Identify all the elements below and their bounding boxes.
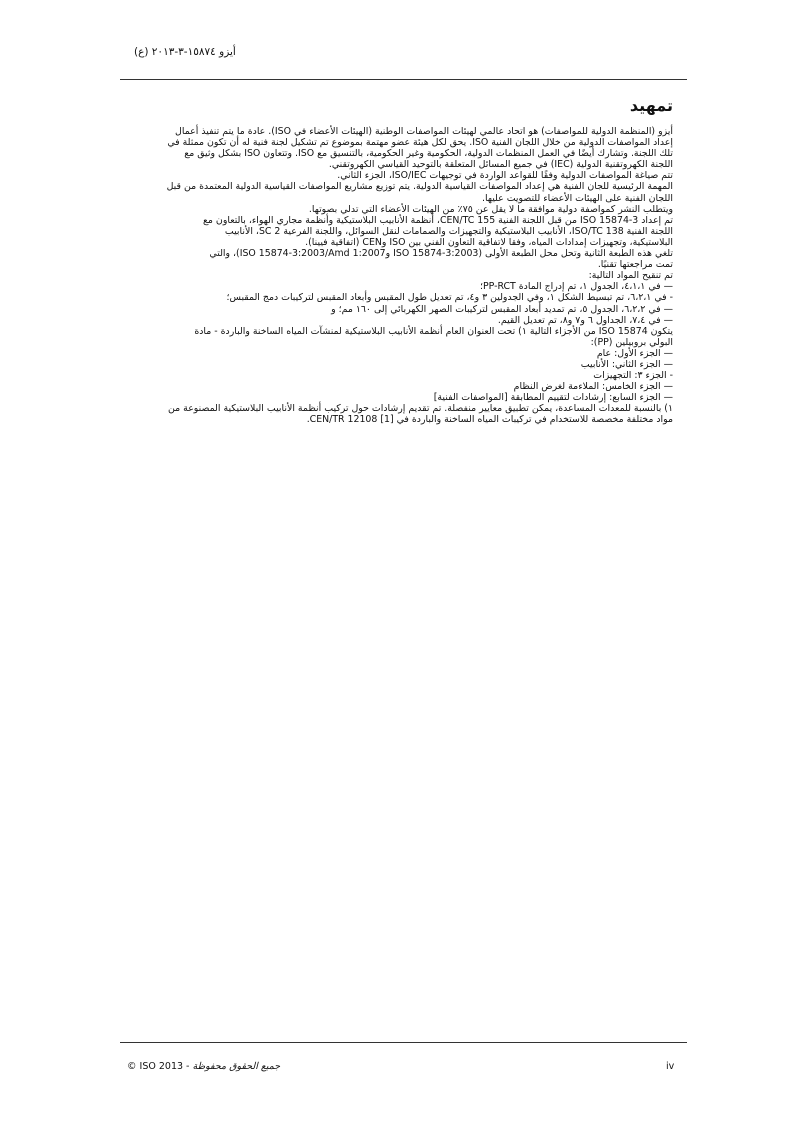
list-item: — الجزء الخامس: الملاءمة لغرض النظام xyxy=(513,381,673,393)
text-line: اللجنة الفنية ISO/TC 138، الأنابيب البلاستيكية والتجهيزات والصمامات لنقل السوائل، واللجنة الفرعية SC 2، الأنابيب xyxy=(224,225,673,237)
footnote-line: ١) بالنسبة للمعدات المساعدة، يمكن تطبيق معايير منفصلة. تم تقديم إرشادات حول تركيب أنظمة الأنابيب البلاستيكية المصنوعة من xyxy=(168,403,673,415)
footer-separator: - xyxy=(183,1061,193,1072)
list-item: — في ٧،٤، الجداول ٦ و٧ و٨، تم تعديل القيم. xyxy=(497,314,673,326)
copyright-notice: © ISO 2013 xyxy=(127,1061,184,1072)
text-line: تلغي هذه الطبعة الثانية وتحل محل الطبعة الأولى (ISO 15874-3:2003 وISO 15874-3:2003/Amd 1:2007)، والتي xyxy=(209,248,673,260)
list-item: — في ٦،٢،٢، الجدول ٥، تم تمديد أبعاد المقبس لتركيبات الصهر الكهربائي إلى ١٦٠ مم؛ و xyxy=(331,303,673,315)
rights-reserved: جميع الحقوق محفوظة xyxy=(192,1061,281,1072)
text-line: المهمة الرئيسية للجان الفنية هي إعداد المواصفات القياسية الدولية. يتم توزيع مشاريع المواصفات القياسية الدولية المعتمدة من قبل xyxy=(166,181,673,193)
document-id: أيزو ١٥٨٧٤-٣-٢٠١٣ (ع) xyxy=(134,46,236,58)
list-item: — الجزء السابع: إرشادات لتقييم المطابقة [المواصفات الفنية] xyxy=(433,392,673,404)
text-line: ويتطلب النشر كمواصفة دولية موافقة ما لا يقل عن ٧٥٪ من الهيئات الأعضاء التي تدلي بصوتها. xyxy=(308,203,673,215)
list-item: - الجزء ٣: التجهيزات xyxy=(593,370,673,382)
footer-divider xyxy=(120,1042,687,1043)
section-title: تمهيد xyxy=(629,96,673,115)
text-line: تلك اللجنة. وتشارك أيضًا في العمل المنظمات الدولية، الحكومية وغير الحكومية، بالتنسيق مع ISO. وتتعاون ISO بشكل وثيق مع xyxy=(184,148,673,160)
text-line: اللجان الفنية على الهيئات الأعضاء للتصويت عليها. xyxy=(482,192,673,204)
footnote-line: مواد مختلفة مخصصة للاستخدام في تركيبات المياه الساخنة والباردة في CEN/TR 12108 [1]. xyxy=(306,414,673,426)
foreword-text xyxy=(108,126,673,426)
text-line: البولي بروبيلين (PP): xyxy=(590,336,673,348)
text-line: إعداد المواصفات الدولية من خلال اللجان الفنية ISO. يحق لكل هيئة عضو مهتمة بموضوع تم تشكيل لجنة فنية له أن تكون ممثلة في xyxy=(167,137,673,149)
list-item: — في ٤،١،١، الجدول ١، تم إدراج المادة PP-RCT؛ xyxy=(479,281,673,293)
text-line: تم إعداد ISO 15874-3 من قبل اللجنة الفنية CEN/TC 155، أنظمة الأنابيب البلاستيكية وأنظمة مجاري الهواء، بالتعاون مع xyxy=(202,214,673,226)
page-number: iv xyxy=(666,1061,675,1072)
page-header xyxy=(120,46,687,66)
header-divider xyxy=(120,79,687,80)
document-body xyxy=(108,96,673,426)
list-item: — الجزء الثاني: الأنابيب xyxy=(580,358,673,370)
text-line: البلاستيكية، وتجهيزات إمدادات المياه، وفقا لاتفاقية التعاون الفني بين ISO وCEN (اتفاقية فيينا). xyxy=(305,236,673,248)
text-line: يتكون ISO 15874 من الأجزاء التالية ١) تحت العنوان العام أنظمة الأنابيب البلاستيكية لمنشآت المياه الساخنة والباردة - مادة xyxy=(194,325,673,337)
text-line: تتم صياغة المواصفات الدولية وفقًا للقواعد الواردة في توجيهات ISO/IEC، الجزء الثاني. xyxy=(337,170,673,182)
footer-copyright xyxy=(127,1061,280,1072)
list-item: - في ٦،٢،١، تم تبسيط الشكل ١، وفي الجدولين ٣ و٤، تم تعديل طول المقبس وأبعاد المقبس لتركيبات دمج المقبس؛ xyxy=(226,292,673,304)
text-line: اللجنة الكهروتقنية الدولية (IEC) في جميع المسائل المتعلقة بالتوحيد القياسي الكهروتقني. xyxy=(328,159,673,171)
text-line: تمت مراجعتها تقنيًا. xyxy=(597,259,673,271)
text-line: تم تنقيح المواد التالية: xyxy=(588,270,673,282)
text-line: أيزو (المنظمة الدولية للمواصفات) هو اتحاد عالمي لهيئات المواصفات الوطنية (الهيئات الأعضاء في ISO). عادة ما يتم تنفيذ أعمال xyxy=(175,126,673,137)
list-item: — الجزء الأول: عام xyxy=(596,347,673,359)
